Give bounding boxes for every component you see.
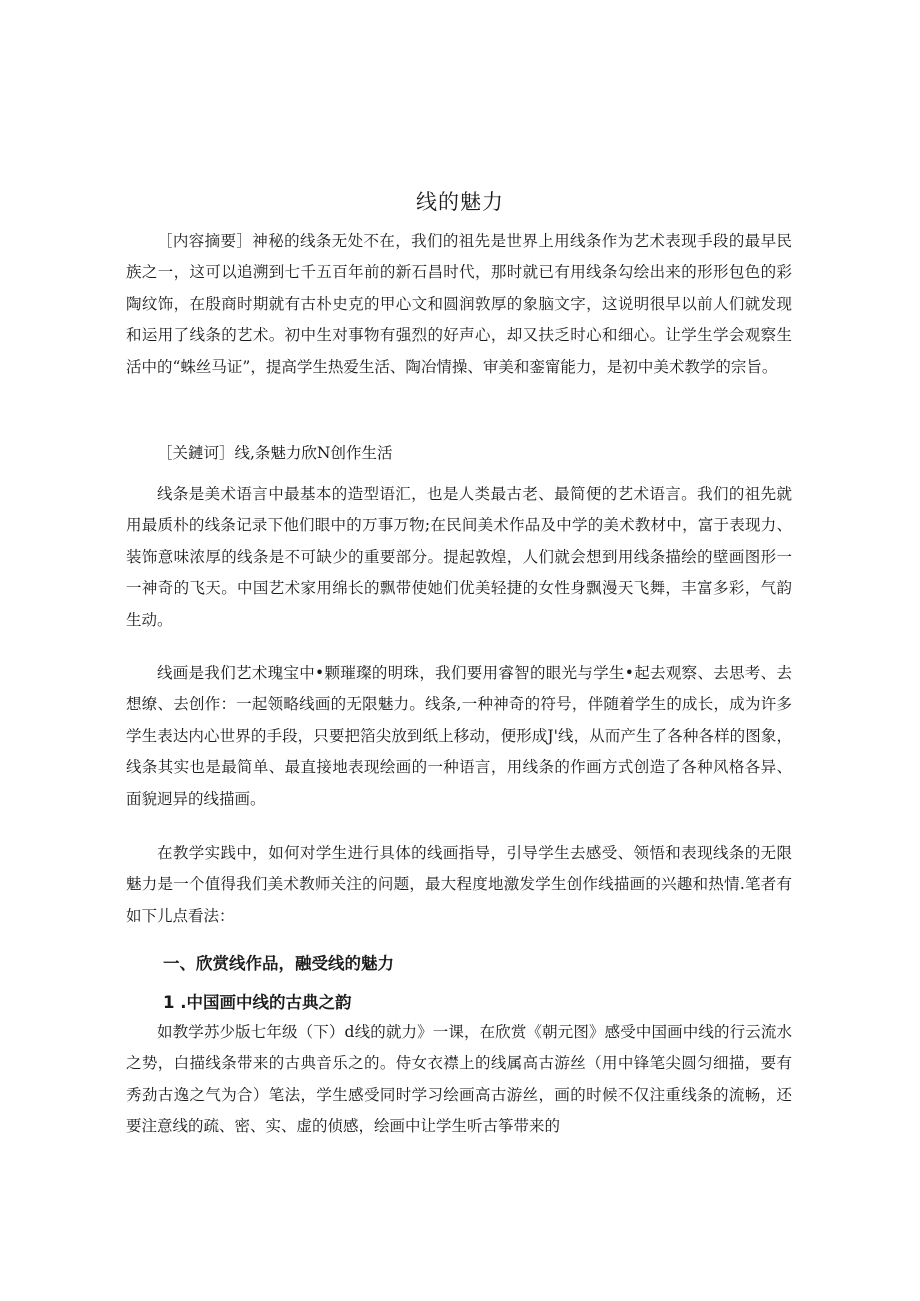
abstract-paragraph: ［内容摘要］神秘的线条无处不在，我们的祖先是世界上用线条作为艺术表现手段的最早民族之一，这可以追溯到七千五百年前的新石昌时代，那时就已有用线条勾绘出来的形形包色的彩陶纹饰，在殷商时期就有古朴史克的甲心文和圆润敦厚的象脑文字，这说明很早以前人们就发现和运用了线条的艺术。初中生对事物有强烈的好声心，却又扶乏时心和细心。让学生学会观察生活中的“蛛丝马证”，提高学生热爱生活、陶冶情操、审美和銮甯能力，是初中美术教学的宗旨。 bbox=[126, 232, 792, 376]
subsection-heading-1: 1 .中国画中线的古典之韵 bbox=[163, 993, 352, 1012]
section-heading-1: 一、欣赏线作品，融受线的魅力 bbox=[163, 954, 394, 973]
body-paragraph-1: 线条是美术语言中最基本的造型语汇，也是人类最古老、最简便的艺术语言。我们的祖先就用最质朴的线条记录下他们眼中的万事万物;在民间美术作品及中学的美术教材中，富于表现力、装饰意味浓厚的线条是不可缺少的重要部分。提起敦煌，人们就会想到用线条描绘的壁画图形一一神奇的飞天。中国艺术家用绵长的飘带使她们优美轻捷的女性身飘漫天飞舞，丰富多彩，气韵生动。 bbox=[126, 485, 792, 629]
body-paragraph-2: 线画是我们艺术瑰宝中•颗璀璨的明珠，我们要用睿智的眼光与学生•起去观察、去思考、去想缭、去创作：一起领略线画的无限魅力。线条,一种神奇的符号，伴随着学生的成长，成为许多学生表达内心世界的手段，只要把箔尖放到纸上移动，便形成J'线，从而产生了各种各样的图象，线条其实也是最简单、最直接地表现绘画的一种语言，用线条的作画方式创造了各种风格各异、面貌迥异的线描画。 bbox=[126, 664, 792, 808]
keywords-line: ［关鏈诃］线,条魅力欣N创作生活 bbox=[157, 444, 393, 462]
body-paragraph-4: 如教学苏少版七年级（下）d线的就力》一课，在欣赏《朝元图》感受中国画中线的行云流水之势，白描线条带来的古典音乐之的。侍女衣襟上的线属高古游丝（用中锋笔尖圆匀细描，要有秀劲古逸之气为合）笔法，学生感受同时学习绘画高古游丝，画的时候不仅注重线条的流畅，还要注意线的疏、密、实、虚的侦感，绘画中让学生听古筝带来的 bbox=[126, 1023, 792, 1136]
body-paragraph-3: 在教学实践中，如何对学生进行具体的线画指导，引导学生去感受、领悟和表现线条的无限魅力是一个值得我们美术教师关注的问题，最大程度地激发学生创作线描画的兴趣和热情.笔者有如下儿点看法： bbox=[126, 844, 792, 925]
document-title: 线的魅力 bbox=[416, 190, 504, 214]
